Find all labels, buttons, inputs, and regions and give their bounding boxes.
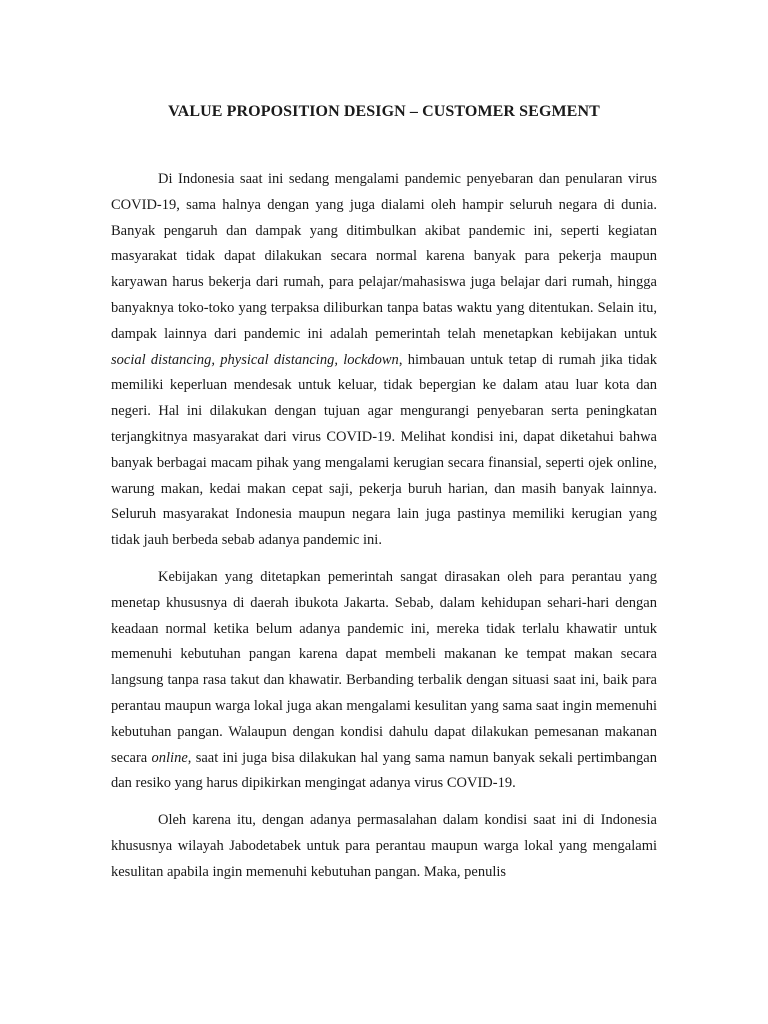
paragraph-3 [111,808,657,885]
paragraph-2-text-2: , saat ini juga bisa dilakukan hal yang sama namun banyak sekali pertimbangan dan resiko yang harus dipikirkan mengingat adanya virus COVID-19. [111,749,657,792]
paragraph-2 [111,565,657,797]
paragraph-1 [111,167,657,554]
paragraph-1-italic-terms: social distancing, physical distancing, lockdown [111,351,399,368]
paragraph-2-text-1: Kebijakan yang ditetapkan pemerintah sangat dirasakan oleh para perantau yang menetap khususnya di daerah ibukota Jakarta. Sebab, dalam kehidupan sehari-hari dengan keadaan normal ketika belum adanya pandemic ini, mereka tidak terlalu khawatir untuk memenuhi kebutuhan pangan karena dapat membeli makanan ke tempat makan secara langsung tanpa rasa takut dan khawatir. Berbanding terbalik dengan situasi saat ini, baik para perantau maupun warga lokal juga akan mengalami kesulitan yang sama saat ingin memenuhi kebutuhan pangan. Walaupun dengan kondisi dahulu dapat dilakukan pemesanan makanan secara [111,568,657,766]
paragraph-3-text-1: Oleh karena itu, dengan adanya permasalahan dalam kondisi saat ini di Indonesia khususnya wilayah Jabodetabek untuk para perantau maupun warga lokal yang mengalami kesulitan apabila ingin memenuhi kebutuhan pangan. Maka, penulis [111,812,657,880]
document-body [111,167,657,897]
paragraph-2-italic-online: online [151,749,188,766]
paragraph-1-text-2: , himbauan untuk tetap di rumah jika tidak memiliki keperluan mendesak untuk keluar, tidak bepergian ke dalam atau luar kota dan negeri. Hal ini dilakukan dengan tujuan agar mengurangi penyebaran serta peningkatan terjangkitnya masyarakat dari virus COVID-19. Melihat kondisi ini, dapat diketahui bahwa banyak berbagai macam pihak yang mengalami kerugian secara finansial, seperti ojek online, warung makan, kedai makan cepat saji, pekerja buruh harian, dan masih banyak lainnya. Seluruh masyarakat Indonesia maupun negara lain juga pastinya memiliki kerugian yang tidak jauh berbeda sebab adanya pandemic ini. [111,351,657,549]
document-title: VALUE PROPOSITION DESIGN – CUSTOMER SEGMENT [168,103,600,120]
paragraph-1-text-1: Di Indonesia saat ini sedang mengalami pandemic penyebaran dan penularan virus COVID-19, sama halnya dengan yang juga dialami oleh hampir seluruh negara di dunia. Banyak pengaruh dan dampak yang ditimbulkan akibat pandemic ini, seperti kegiatan masyarakat tidak dapat dilakukan secara normal karena banyak para pekerja maupun karyawan harus bekerja dari rumah, para pelajar/mahasiswa juga belajar dari rumah, hingga banyaknya toko-toko yang terpaksa diliburkan tanpa batas waktu yang ditentukan. Selain itu, dampak lainnya dari pandemic ini adalah pemerintah telah menetapkan kebijakan untuk [111,171,657,342]
